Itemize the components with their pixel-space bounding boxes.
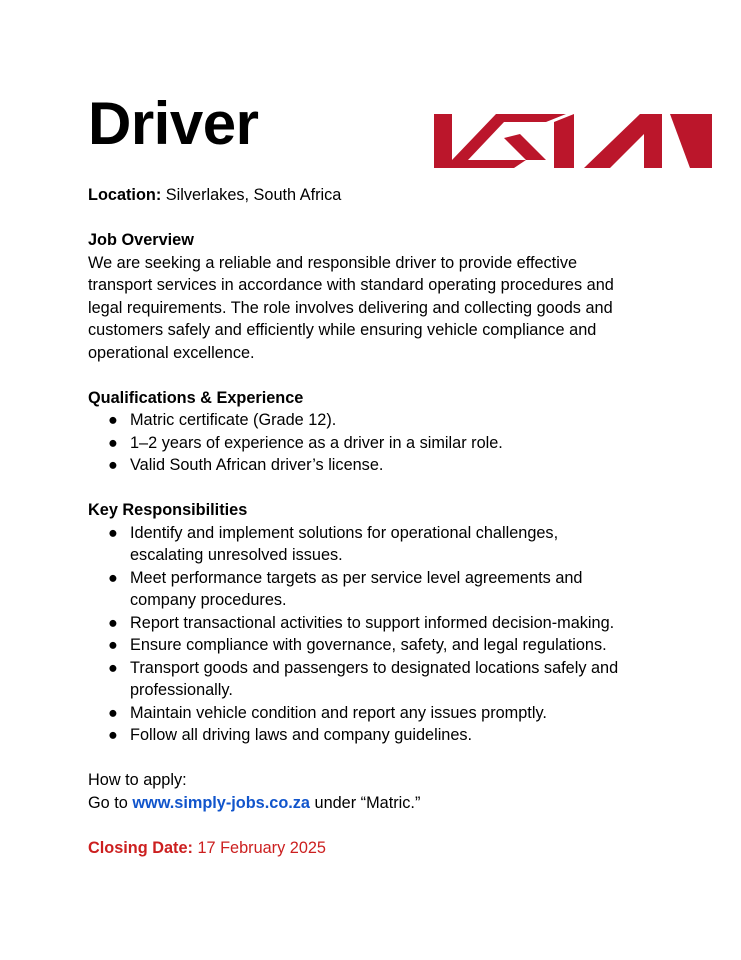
apply-link[interactable]: www.simply-jobs.co.za (132, 793, 310, 812)
closing-date-value: 17 February 2025 (192, 838, 326, 857)
closing-date (88, 837, 688, 860)
qualifications-heading-text: Qualifications & Experience (88, 388, 304, 407)
bullet-icon: ● (108, 456, 118, 474)
overview-line: customers safely and efficiently while ensuring vehicle compliance and (88, 321, 597, 339)
list-item-text: 1–2 years of experience as a driver in a similar role. (130, 433, 503, 452)
responsibilities-list (88, 522, 688, 747)
bullet-icon: ● (108, 613, 118, 632)
qualifications-heading (88, 387, 688, 410)
overview-line: legal requirements. The role involves delivering and collecting goods and (88, 298, 613, 317)
list-item-text: professionally. (130, 681, 233, 699)
bullet-icon: ● (108, 411, 118, 429)
apply-heading: How to apply: (88, 771, 187, 789)
list-item-text: Valid South African driver’s license. (130, 456, 384, 474)
bullet-icon: ● (108, 523, 118, 542)
list-item-text: escalating unresolved issues. (130, 546, 343, 564)
location-label: Location: (88, 186, 162, 204)
list-item (88, 724, 688, 747)
apply-prefix: Go to (88, 793, 133, 812)
bullet-icon: ● (108, 726, 118, 744)
list-item (88, 657, 688, 702)
list-item-text: Matric certificate (Grade 12). (130, 411, 337, 429)
list-item (88, 612, 688, 635)
list-item-text: Follow all driving laws and company guidelines. (130, 726, 473, 744)
bullet-icon: ● (108, 433, 118, 452)
overview-line: transport services in accordance with standard operating procedures and (88, 276, 614, 294)
list-item (88, 522, 688, 567)
bullet-icon: ● (108, 658, 118, 677)
list-item (88, 702, 688, 725)
location-line (88, 184, 688, 207)
job-description (88, 184, 688, 859)
list-item (88, 409, 688, 432)
bullet-icon: ● (108, 636, 118, 654)
overview-line: operational excellence. (88, 343, 255, 362)
overview-line: We are seeking a reliable and responsible driver to provide effective (88, 253, 578, 272)
apply-line (88, 792, 688, 815)
overview-heading (88, 229, 688, 252)
list-item-text: Maintain vehicle condition and report any issues promptly. (130, 703, 547, 722)
list-item (88, 432, 688, 455)
page-title: Driver (88, 90, 259, 157)
apply-suffix: under “Matric.” (309, 793, 421, 812)
overview-heading-text: Job Overview (88, 231, 194, 249)
closing-date-label: Closing Date: (88, 838, 193, 857)
list-item-text: Meet performance targets as per service level agreements and (130, 568, 583, 587)
list-item (88, 454, 688, 477)
list-item-text: Ensure compliance with governance, safety, and legal regulations. (130, 636, 607, 654)
bullet-icon: ● (108, 568, 118, 587)
location-value: Silverlakes, South Africa (161, 186, 342, 204)
responsibilities-heading (88, 499, 688, 522)
list-item-text: Report transactional activities to support informed decision-making. (130, 613, 615, 632)
list-item-text: company procedures. (130, 591, 287, 609)
list-item (88, 567, 688, 612)
list-item (88, 634, 688, 657)
bullet-icon: ● (108, 703, 118, 722)
responsibilities-heading-text: Key Responsibilities (88, 501, 248, 519)
kia-logo (434, 108, 712, 176)
list-item-text: Identify and implement solutions for operational challenges, (130, 523, 559, 542)
qualifications-list (88, 409, 688, 477)
list-item-text: Transport goods and passengers to designated locations safely and (130, 658, 619, 677)
